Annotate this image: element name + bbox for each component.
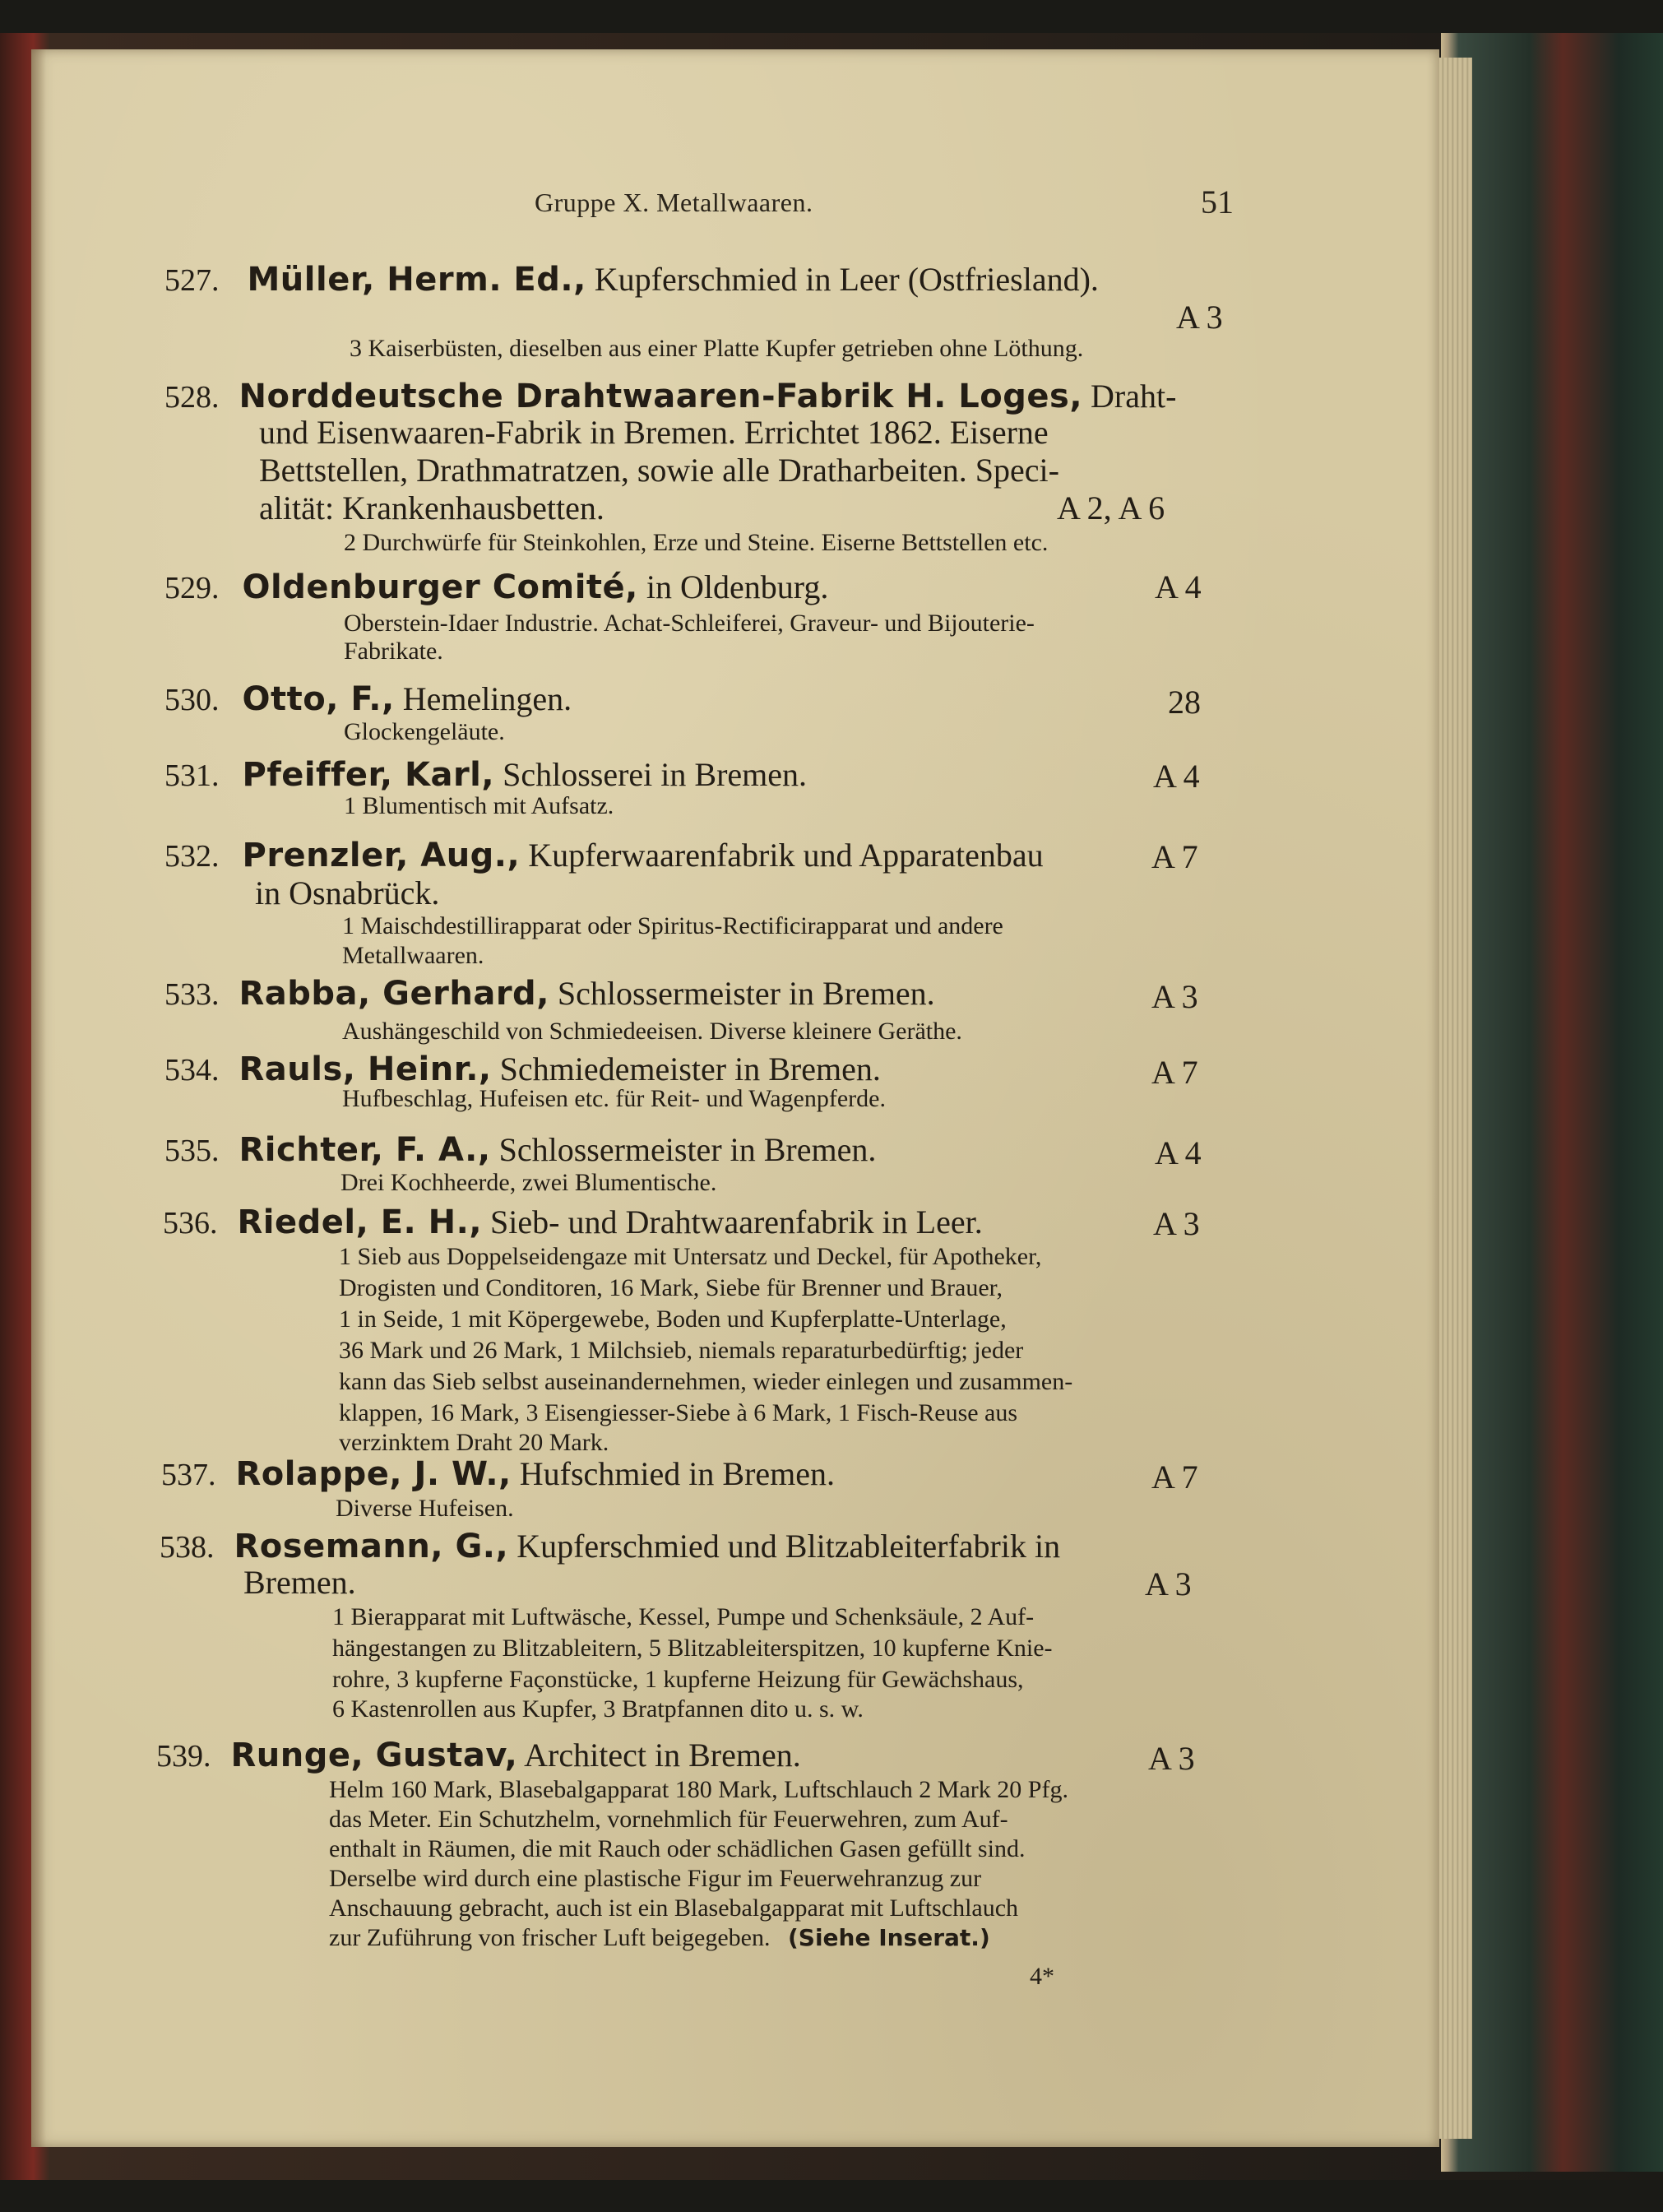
- entry-number: 528.: [164, 380, 220, 415]
- entry-location: A 7: [1151, 1054, 1198, 1091]
- entry-text: Sieb- und Drahtwaarenfabrik in Leer.: [482, 1203, 983, 1240]
- entry-number: 537.: [161, 1458, 216, 1492]
- entry-location: A 3: [1153, 1205, 1200, 1242]
- exhibitor-name: Rauls, Heinr.,: [239, 1050, 492, 1088]
- entry-text: Schlossermeister in Bremen.: [549, 975, 935, 1012]
- entry-location: A 4: [1153, 758, 1200, 795]
- entry-description: rohre, 3 kupferne Façonstücke, 1 kupferne Heizung für Gewächshaus,: [332, 1666, 1024, 1693]
- entry-description: Fabrikate.: [344, 638, 443, 665]
- entry-description: kann das Sieb selbst auseinandernehmen, wieder einlegen und zusammen-: [339, 1368, 1073, 1395]
- entry-description: 6 Kastenrollen aus Kupfer, 3 Bratpfannen dito u. s. w.: [332, 1695, 864, 1723]
- entry-description: verzinktem Draht 20 Mark.: [339, 1429, 609, 1456]
- entry-location: 28: [1168, 684, 1201, 721]
- entry-description: Drogisten und Conditoren, 16 Mark, Siebe für Brenner und Brauer,: [339, 1274, 1003, 1301]
- entry-description: 36 Mark und 26 Mark, 1 Milchsieb, niemals reparaturbedürftig; jeder: [339, 1337, 1024, 1364]
- entry-text-line: und Eisenwaaren-Fabrik in Bremen. Errichtet 1862. Eiserne: [259, 414, 1049, 451]
- entry-description: Drei Kochheerde, zwei Blumentische.: [340, 1169, 717, 1196]
- entry-number: 539.: [156, 1739, 211, 1774]
- entry-number: 531.: [164, 758, 220, 793]
- entry-description: Metallwaaren.: [342, 942, 484, 969]
- exhibitor-name: Runge, Gustav,: [230, 1737, 518, 1774]
- inserat-reference: (Siehe Inserat.): [787, 1924, 990, 1951]
- entry-description-text: zur Zuführung von frischer Luft beigegeben.: [329, 1924, 771, 1951]
- entry-location: A 3: [1151, 978, 1198, 1015]
- entry-location: A 3: [1145, 1565, 1192, 1602]
- sheet-signature: 4*: [1030, 1963, 1054, 1990]
- entry-description: klappen, 16 Mark, 3 Eisengiesser-Siebe à 6 Mark, 1 Fisch-Reuse aus: [339, 1399, 1018, 1426]
- exhibitor-name: Prenzler, Aug.,: [242, 837, 521, 874]
- entry-text: Schlossermeister in Bremen.: [490, 1131, 877, 1168]
- entry-description: Diverse Hufeisen.: [336, 1495, 514, 1522]
- exhibitor-name: Pfeiffer, Karl,: [242, 756, 495, 794]
- page-header: [535, 183, 1234, 232]
- entry-description: 1 in Seide, 1 mit Köpergewebe, Boden und Kupferplatte-Unterlage,: [339, 1305, 1007, 1333]
- entry-location: A 7: [1151, 838, 1198, 875]
- entry-description: [329, 1923, 990, 1953]
- entry-text-line: alität: Krankenhausbetten.: [259, 489, 605, 526]
- entry-text: Schlosserei in Bremen.: [494, 756, 808, 793]
- entry-description: Glockengeläute.: [344, 718, 505, 745]
- entry-number: 536.: [163, 1206, 218, 1240]
- entry-text: in Oldenburg.: [637, 568, 829, 605]
- entry-text: Kupferwaarenfabrik und Apparatenbau: [520, 837, 1044, 874]
- entry-location: A 7: [1151, 1458, 1198, 1496]
- entry-number: 533.: [164, 977, 220, 1012]
- exhibitor-name: Rosemann, G.,: [234, 1528, 509, 1565]
- entry-description: 3 Kaiserbüsten, dieselben aus einer Platte Kupfer getrieben ohne Löthung.: [350, 335, 1084, 362]
- entry-location: A 3: [1176, 299, 1223, 336]
- entry-text: Kupferschmied und Blitzableiterfabrik in: [508, 1528, 1061, 1565]
- entry-538-line: [160, 1527, 1060, 1567]
- entry-537-line: [161, 1454, 835, 1495]
- exhibitor-name: Otto, F.,: [242, 680, 395, 718]
- entry-description: Hufbeschlag, Hufeisen etc. für Reit- und Wagenpferde.: [342, 1085, 886, 1112]
- entry-description: Oberstein-Idaer Industrie. Achat-Schleiferei, Graveur- und Bijouterie-: [344, 610, 1035, 637]
- exhibitor-name: Oldenburger Comité,: [242, 568, 638, 606]
- entry-number: 538.: [160, 1530, 215, 1565]
- entry-description: 1 Sieb aus Doppelseidengaze mit Untersatz und Deckel, für Apotheker,: [339, 1243, 1042, 1270]
- exhibitor-name: Norddeutsche Drahtwaaren-Fabrik H. Loges,: [239, 378, 1083, 415]
- exhibitor-name: Richter, F. A.,: [239, 1131, 491, 1169]
- entry-description: Derselbe wird durch eine plastische Figur im Feuerwehranzug zur: [329, 1865, 982, 1892]
- entry-text: Architect in Bremen.: [517, 1737, 801, 1774]
- entry-527-line: [164, 260, 1099, 300]
- entry-535-line: [164, 1130, 876, 1171]
- entry-number: 532.: [164, 839, 220, 874]
- entry-description: 1 Maischdestillirapparat oder Spiritus-Rectificirapparat und andere: [342, 912, 1003, 939]
- entry-number: 530.: [164, 683, 220, 717]
- entry-description: 1 Blumentisch mit Aufsatz.: [344, 792, 614, 819]
- entry-text-line: Bettstellen, Drathmatratzen, sowie alle Dratharbeiten. Speci-: [259, 452, 1059, 489]
- entry-text-line: Bremen.: [243, 1564, 356, 1601]
- entry-location: A 4: [1155, 568, 1202, 605]
- entry-text-line: in Osnabrück.: [255, 874, 440, 911]
- running-title: Gruppe X. Metallwaaren.: [535, 188, 813, 217]
- entry-text: Schmiedemeister in Bremen.: [491, 1050, 881, 1087]
- exhibitor-name: Rolappe, J. W.,: [235, 1455, 512, 1493]
- entry-location: A 3: [1148, 1740, 1195, 1777]
- entry-description: das Meter. Ein Schutzhelm, vornehmlich für Feuerwehren, zum Auf-: [329, 1806, 1008, 1833]
- entry-description: 1 Bierapparat mit Luftwäsche, Kessel, Pumpe und Schenksäule, 2 Auf-: [332, 1603, 1035, 1630]
- entry-text: Hufschmied in Bremen.: [511, 1455, 836, 1492]
- exhibitor-name: Riedel, E. H.,: [237, 1203, 483, 1241]
- entry-528-line: [164, 377, 1176, 417]
- entry-number: 535.: [164, 1134, 220, 1168]
- entry-number: 529.: [164, 571, 220, 605]
- entry-531-line: [164, 755, 807, 795]
- exhibitor-name: Müller, Herm. Ed.,: [247, 261, 586, 299]
- entry-number: 527.: [164, 263, 220, 298]
- entry-533-line: [164, 974, 935, 1014]
- entry-536-line: [163, 1203, 983, 1243]
- entry-number: 534.: [164, 1053, 220, 1087]
- entry-location: A 2, A 6: [1057, 489, 1165, 526]
- entry-description: hängestangen zu Blitzableitern, 5 Blitzableiterspitzen, 10 kupferne Knie-: [332, 1635, 1053, 1662]
- entry-description: Anschauung gebracht, auch ist ein Blasebalgapparat mit Luftschlauch: [329, 1894, 1019, 1922]
- entry-text: Draht-: [1082, 378, 1177, 415]
- entry-description: 2 Durchwürfe für Steinkohlen, Erze und Steine. Eiserne Bettstellen etc.: [344, 529, 1049, 556]
- entry-location: A 4: [1155, 1134, 1202, 1171]
- page-number: 51: [1201, 183, 1234, 220]
- entry-description: Aushängeschild von Schmiedeeisen. Diverse kleinere Geräthe.: [342, 1018, 962, 1045]
- entry-529-line: [164, 568, 828, 608]
- entry-530-line: [164, 679, 572, 720]
- entry-description: enthalt in Räumen, die mit Rauch oder schädlichen Gasen gefüllt sind.: [329, 1835, 1026, 1862]
- entry-532-line: [164, 836, 1044, 876]
- entry-text: Kupferschmied in Leer (Ostfriesland).: [586, 261, 1099, 298]
- exhibitor-name: Rabba, Gerhard,: [239, 975, 549, 1013]
- entry-539-line: [156, 1736, 801, 1776]
- entry-description: Helm 160 Mark, Blasebalgapparat 180 Mark, Luftschlauch 2 Mark 20 Pfg.: [329, 1776, 1068, 1803]
- entry-text: Hemelingen.: [394, 680, 572, 717]
